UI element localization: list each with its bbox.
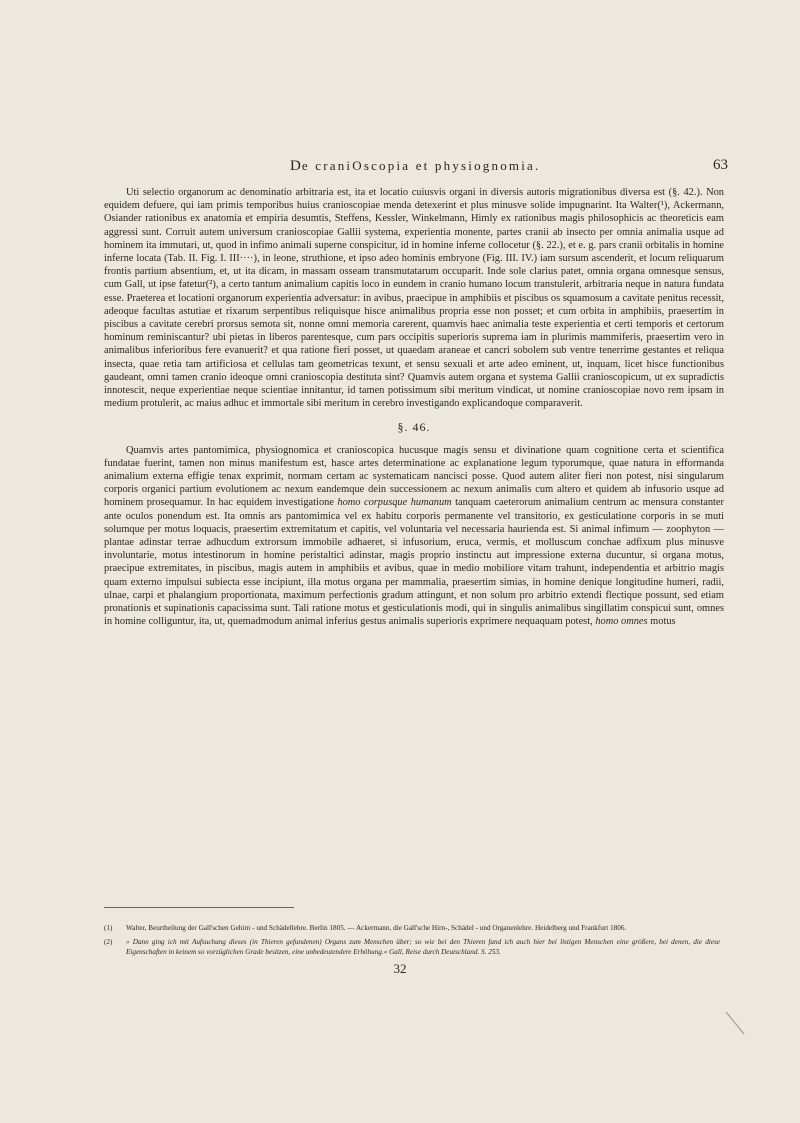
footnote-2: [104, 938, 720, 958]
footnote-2-text: » Dann ging ich mit Aufsuchung dieses (in Thieren gefundenen) Organs zum Menschen über; so wie bei den Thieren fand ich auch hier bei listigen Menschen eine größere, bei denen, die diese Eigenschaften in keinem so vorzüglichen Grade besitzen, eine unbedeutendere Erhöhung.« Gall, Reise durch Deutschland. S. 253.: [126, 937, 720, 956]
footnote-1: [104, 924, 720, 934]
footnote-1-mark: (1): [104, 924, 113, 932]
footnotes: [104, 924, 720, 961]
signature-mark: 32: [393, 961, 407, 976]
section-heading: §. 46.: [397, 420, 431, 435]
paragraph-2-emphasis-2: homo omnes: [595, 616, 648, 628]
running-title-initial: D: [290, 158, 302, 174]
footnote-rule: [104, 907, 294, 908]
paragraph-2-part-a: Quamvis artes pantomimica, physiognomica et cranioscopica hucusque magis sensu et divinatione quam cognitione certa et scientifica fundatae fuerint, tamen non minus manifestum est, hasce artes determinatione ac explanatione legum typorumque, quae natura in efformanda animalium externa effigie tenax exprimit, normam certam ac systematicam nancisci posse. Quod autem aliter fieri non potest, nisi singularum corporis organici partium evolutionem ac nexum eandemque dein successionem ac nexum animalis cum altero et quidem ab infusorio usque ad hominem prosequamur. In hac equidem investigatione: [104, 444, 724, 509]
footnote-1-text: Walter, Beurtheilung der Gall'schen Gehirn - und Schädellehre. Berlin 1805. — Ackermann, die Gall'sche Hirn-, Schädel - und Organenlehre. Heidelberg und Frankfurt 1806.: [126, 924, 627, 932]
paragraph-2: [104, 444, 724, 629]
footnote-2-mark: (2): [104, 937, 113, 946]
running-title-text: e craniOscopia et physiognomia.: [301, 158, 541, 173]
pencil-mark-icon: [724, 1010, 746, 1036]
paragraph-2-emphasis-1: homo corpusque humanum: [337, 497, 452, 509]
paragraph-2-part-b: tanquam caeterorum animalium centrum ac mensura constanter ante oculos ponendum est. Ita omnis ars pantomimica vel ex habitu corporis permanente vel transitorio, ex gesticulatione corporis in se muti solumque per motus loquacis, praesertim extremitatum et capitis, vel voluntaria vel necessaria haurienda est. Si animal infimum — zoophyton — plantae adinstar terrae adhucdum extrorsum immobile adhaeret, si infusorium, eruca, vermis, et molluscum conchae adfixum plus minusve involuntarie, motus intestinorum in homine peristaltici adinstar, magis proprio instinctu aut impressione externa ducuntur, si organa motus, praecipue extremitates, in piscibus, magis autem in amphibiis et avibus, quae in medio mobiliore vitam trahunt, independentia et arbitrio magis quam externo impulsui subiecta esse incipiunt, illa motus organa per mammalia, praesertim simias, in homine denique longitudine humeri, radii, ulnae, carpi et phalangium proportionata, maximum perfectionis gradum attingunt, et non solum pro arbitrio extendi flectique possunt, sed etiam pronationis et supinationis capacissima sunt. Tali ratione motus et gesticulationis modi, qui in singulis animalibus singillatim conspicui sunt, omnes in homine colliguntur, ita, ut, quemadmodum animal inferius gestus animalis superioris exprimere nequaquam potest,: [104, 497, 724, 628]
paragraph-2-part-c: motus: [647, 616, 676, 628]
main-text: [104, 186, 724, 629]
running-head: [98, 158, 728, 180]
running-title: [290, 158, 540, 175]
page-number: 63: [713, 157, 728, 173]
paragraph-1: Uti selectio organorum ac denominatio arbitraria est, ita et locatio cuiusvis organi in diversis autoris migrationibus diversa est (§. 42.). Non equidem defuere, qui iam primis temporibus huius cranioscopiae menda detexerint et plus minusve solide impugnarint. Ita Walter(¹), Ackermann, Osiander rationibus ex anatomia et empiria desumtis, Steffens, Kessler, Winkelmann, Himly ex rationibus magis philosophicis ac theoreticis eam aggressi sunt. Corruit autem universum cranioscopiae Gallii systema, experientia monente, partes cranii ab insecto per omnia animalia usque ad hominem ita immutari, ut, quod in infimo animali superne conspicitur, id in homine inferne collocetur (§. 22.), et e. g. pars cranii orbitalis in homine inferne locata (Tab. II. Fig. I. III····), in leone, struthione, et ipso adeo hominis embryone (Fig. III. IV.) iam sursum ascenderit, et locum reliquarum frontis partium absentium, et, ut ita dicam, in massam osseam transmutatarum occuparit. Inde sole clarius patet, omnia organa omnesque sensus, cum Gall, ut ipse fatetur(²), a certo tantum animalium capitis loco in eundem in cranio humano locum transtulerit, arbitraria neque in natura fundata esse. Praeterea et locationi organorum experientia adversatur: in avibus, praecipue in amphibiis et piscibus os squamosum a cavitate penitus recessit, adeoque facultas astutiae et rixarum serpentibus reliquisque hisce animalibus propria esse non posset; et cum orbita in amphibiis, praesertim in piscibus a cavitate cerebri prorsus semota sit, nonne omni memoria carerent, quamvis haec animalia teste experientia et certi temporis et certorum hominum reminiscantur? ubi pietas in liberos parentesque, cum pars occipitis superioris suprema iam in plurimis mammiferis, praesertim vero in animalibus inferioribus fere evanuerit? et qua ratione fieri posset, ut quaedam araneae et cancri sobolem sub ventre tenerrime gestantes et reliqua insecta, quae retia tam artificiosa et cellulas tam geometricas texunt, et sensu sexuali et arte adeo eminent, ut, inquam, licet hisce functionibus gaudeant, omni tamen cranio ideoque omni cranioscopia destituta sint? Quamvis autem organa et systema Gallii cranioscopicum, ut ex supradictis innotescit, neque experientiae neque scientiae innitantur, id tamen potissimum sibi meritum vindicat, ut nomine cranioscopiae novo rem ipsam in medium protulerit, ac maius adhuc et immortale sibi meritum in cerebro investigando explicandoque comparaverit.: [104, 187, 724, 410]
